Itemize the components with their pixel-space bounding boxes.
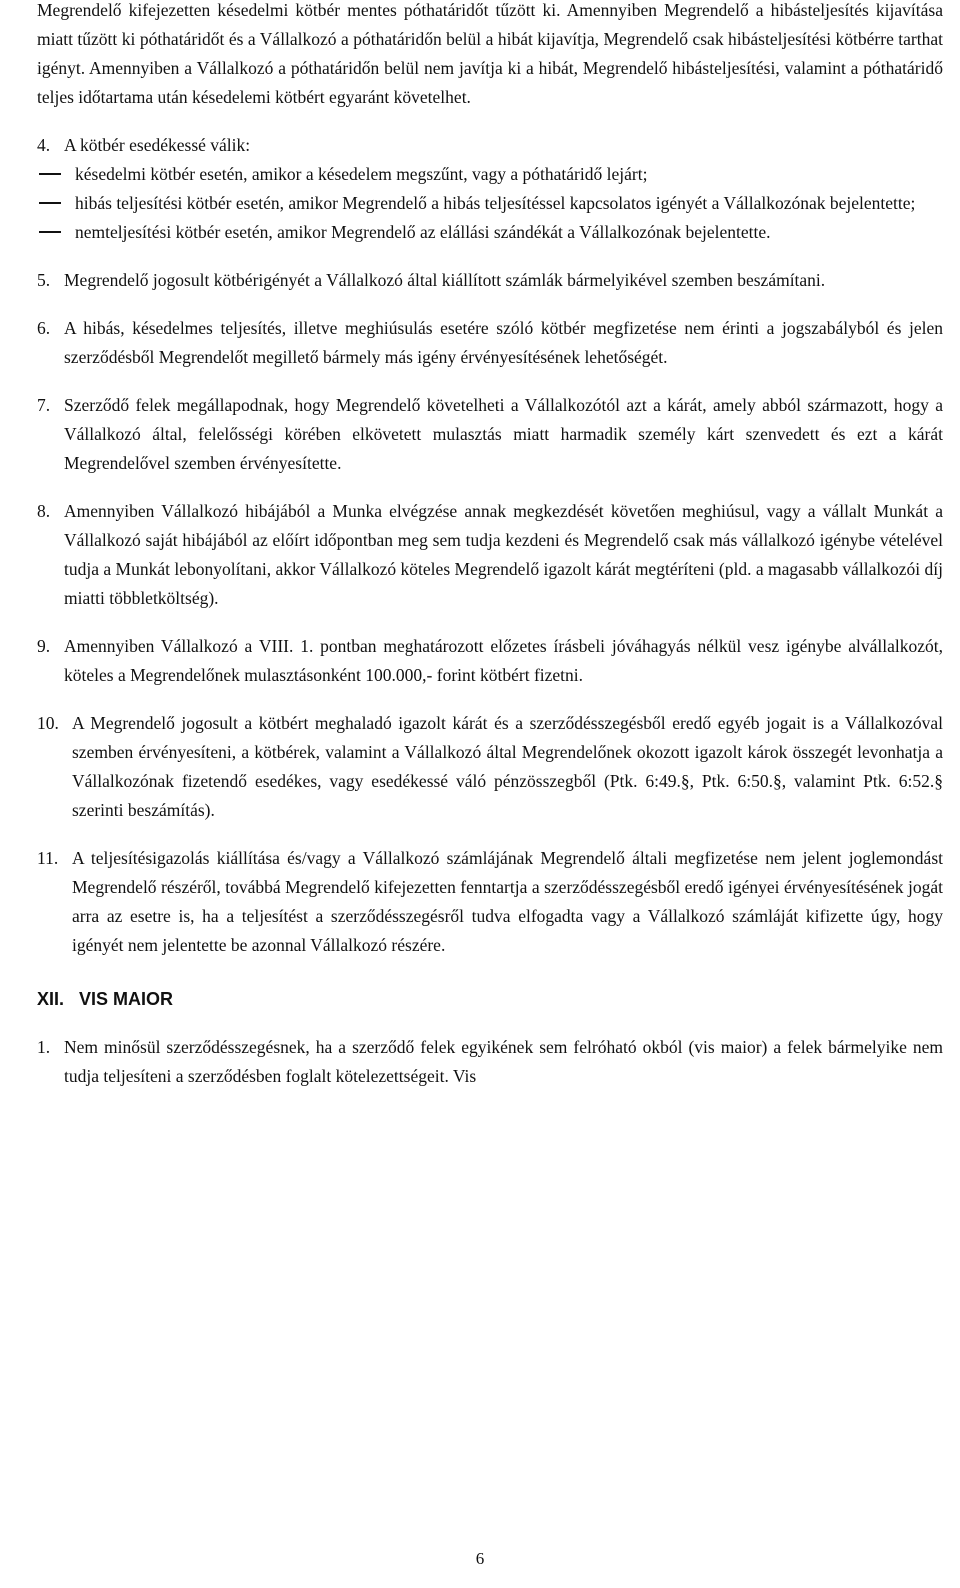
item-number: 11. <box>37 848 59 868</box>
list-item-8 <box>37 497 943 613</box>
dash-list-item <box>37 218 943 247</box>
section-heading <box>37 985 943 1014</box>
list-item-6 <box>37 314 943 372</box>
item-number: 10. <box>37 713 59 733</box>
item-number: 8. <box>37 501 51 521</box>
item-4-lead: A kötbér esedékessé válik: <box>64 135 251 155</box>
item-number: 1. <box>37 1037 51 1057</box>
list-item-4 <box>37 131 943 160</box>
list-item-9 <box>37 632 943 690</box>
item-text: Amennyiben Vállalkozó a VIII. 1. pontban meghatározott előzetes írásbeli jóváhagyás nélkül vesz igénybe alvállalkozót, köteles a Megrendelőnek mulasztásonként 100.000,- forint kötbért fizetni. <box>64 636 943 685</box>
list-item-11 <box>37 844 943 960</box>
item-text: A Megrendelő jogosult a kötbért meghaladó igazolt kárát és a szerződésszegésből eredő egyéb jogait is a Vállalkozóval szemben érvényesíteni, a kötbérek, valamint a Vállalkozó által Megrendelőnek okozott igazolt károk összegét levonhatja a Vállalkozónak fizetendő esedékes, vagy esedékessé váló pénzösszegből (Ptk. 6:49.§, Ptk. 6:50.§, valamint Ptk. 6:52.§ szerinti beszámítás). <box>72 713 943 820</box>
section-number: XII. <box>37 989 65 1009</box>
dash-list-item <box>37 189 943 218</box>
dash-bullet-icon <box>37 218 75 247</box>
dash-item-text: hibás teljesítési kötbér esetén, amikor Megrendelő a hibás teljesítéssel kapcsolatos igényét a Vállalkozónak bejelentette; <box>75 193 916 213</box>
document-page <box>37 0 943 1091</box>
list-item-10 <box>37 709 943 825</box>
list-item-5 <box>37 266 943 295</box>
item-text: Nem minősül szerződésszegésnek, ha a szerződő felek egyikének sem felróható okból (vis maior) a felek bármelyike nem tudja teljesíteni a szerződésben foglalt kötelezettségeit. Vis <box>64 1037 943 1086</box>
dash-bullet-icon <box>37 160 75 189</box>
item-number: 7. <box>37 395 51 415</box>
dash-item-text: nemteljesítési kötbér esetén, amikor Megrendelő az elállási szándékát a Vállalkozónak bejelentette. <box>75 222 771 242</box>
dash-item-text: késedelmi kötbér esetén, amikor a késedelem megszűnt, vagy a póthatáridő lejárt; <box>75 164 648 184</box>
item-number: 9. <box>37 636 51 656</box>
item-text: Szerződő felek megállapodnak, hogy Megrendelő követelheti a Vállalkozótól azt a kárát, amely abból származott, hogy a Vállalkozó által, felelősségi körében elkövetett mulasztás miatt harmadik személy kárt szenvedett és ezt a kárát Megrendelővel szemben érvényesítette. <box>64 395 943 473</box>
item-text: A hibás, késedelmes teljesítés, illetve meghiúsulás esetére szóló kötbér megfizetése nem érinti a jogszabályból és jelen szerződésből Megrendelőt megillető bármely más igény érvényesítésének lehetőségét. <box>64 318 943 367</box>
intro-paragraph: Megrendelő kifejezetten késedelmi kötbér mentes póthatáridőt tűzött ki. Amennyiben Megrendelő a hibásteljesítés kijavítása miatt tűzött ki póthatáridőt és a Vállalkozó a póthatáridőn belül a hibát kijavítja, Megrendelő csak hibásteljesítési kötbérre tarthat igényt. Amennyiben a Vállalkozó a póthatáridőn belül nem javítja ki a hibát, Megrendelő hibásteljesítési, valamint a póthatáridő teljes időtartama után késedelemi kötbért egyaránt követelhet. <box>37 0 943 107</box>
item-text: A teljesítésigazolás kiállítása és/vagy a Vállalkozó számlájának Megrendelő általi megfizetése nem jelent joglemondást Megrendelő részéről, továbbá Megrendelő kifejezetten fenntartja a szerződésszegésből eredő igényei érvényesítésének jogát arra az esetre is, ha a teljesítést a szerződésszegésről tudva elfogadta vagy a Vállalkozó számláját kifizette úgy, hogy igényét nem jelentette be azonnal Vállalkozó részére. <box>72 848 943 955</box>
item-number: 5. <box>37 270 51 290</box>
item-number: 4. <box>37 135 51 155</box>
section-title: VIS MAIOR <box>79 989 174 1009</box>
list-item-7 <box>37 391 943 478</box>
section-list-item-1 <box>37 1033 943 1091</box>
dash-list-item <box>37 160 943 189</box>
item-text: Amennyiben Vállalkozó hibájából a Munka elvégzése annak megkezdését követően meghiúsul, vagy a vállalt Munkát a Vállalkozó saját hibájából az előírt időpontban meg sem tudja kezdeni és Megrendelő csak más vállalkozó igénybe vételével tudja a Munkát lebonyolítani, akkor Vállalkozó köteles Megrendelő igazolt kárát megtéríteni (pld. a magasabb vállalkozói díj miatti többletköltség). <box>64 501 943 608</box>
page-number: 6 <box>475 1549 485 1568</box>
dash-bullet-icon <box>37 189 75 218</box>
dash-list <box>37 160 943 247</box>
item-text: Megrendelő jogosult kötbérigényét a Vállalkozó által kiállított számlák bármelyikével szemben beszámítani. <box>64 270 826 290</box>
item-number: 6. <box>37 318 51 338</box>
